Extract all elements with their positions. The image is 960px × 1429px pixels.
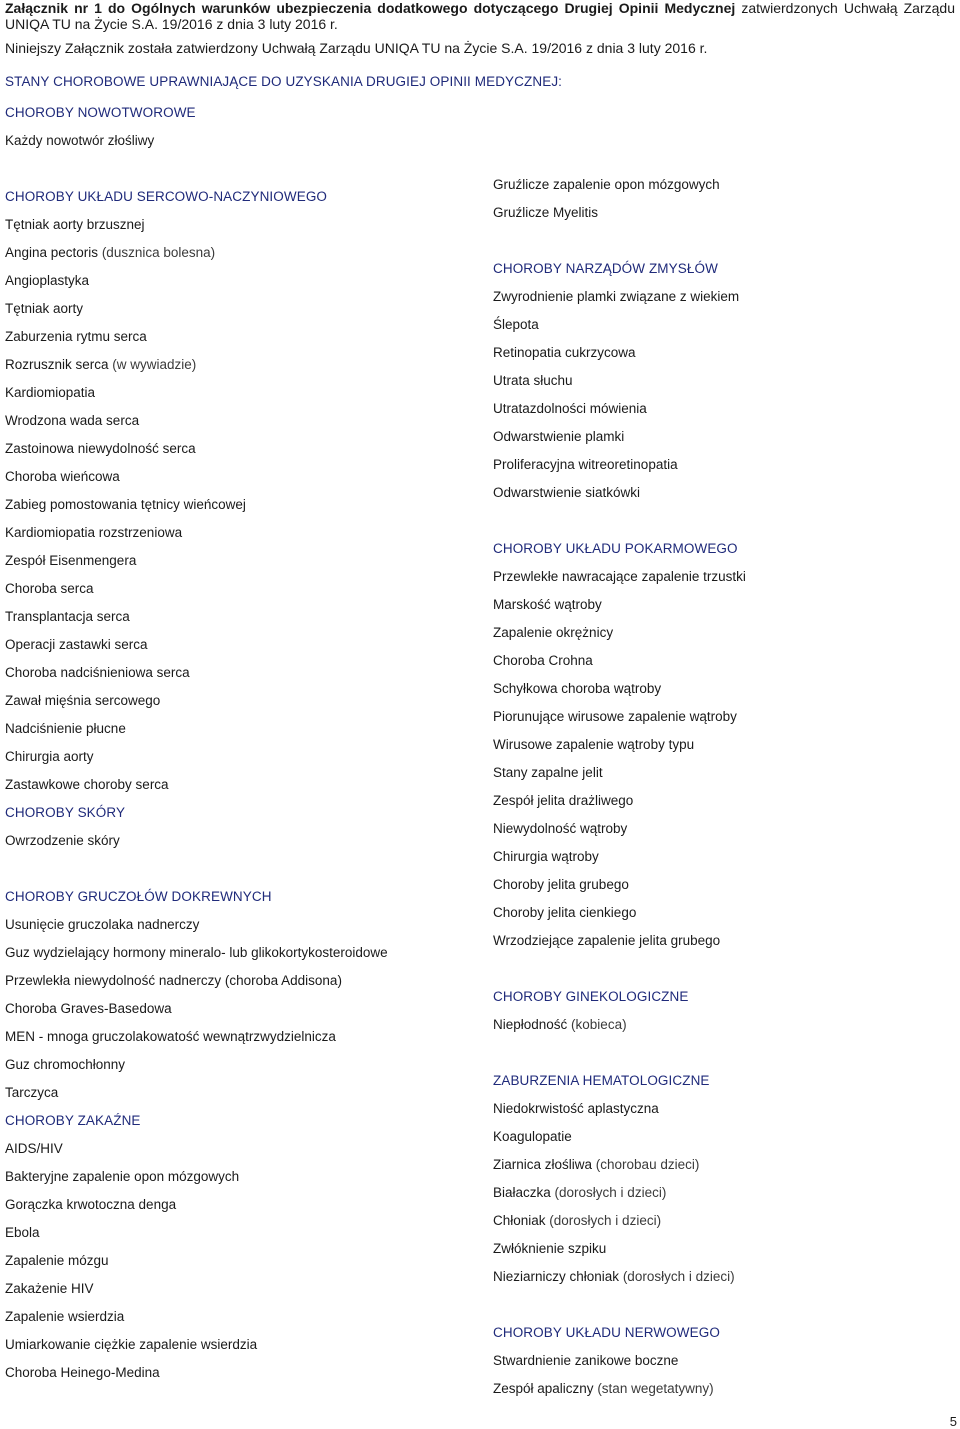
left-condition-item bbox=[5, 636, 148, 654]
condition-name: Stany zapalne jelit bbox=[493, 765, 603, 780]
condition-name: Ślepota bbox=[493, 317, 539, 332]
condition-name: Niewydolność wątroby bbox=[493, 821, 628, 836]
right-condition-item bbox=[493, 372, 573, 390]
condition-name: Niepłodność bbox=[493, 1017, 568, 1032]
condition-note: (kobieca) bbox=[567, 1017, 627, 1032]
condition-name: Zaburzenia rytmu serca bbox=[5, 329, 147, 344]
condition-name: Wirusowe zapalenie wątroby typu bbox=[493, 737, 695, 752]
condition-name: Zapalenie wsierdzia bbox=[5, 1309, 125, 1324]
left-condition-item bbox=[5, 832, 120, 850]
left-condition-item bbox=[5, 1084, 58, 1102]
left-section-heading bbox=[5, 1112, 141, 1130]
condition-name: Przewlekła niewydolność nadnerczy (choroba Addisona) bbox=[5, 973, 342, 988]
left-condition-item bbox=[5, 972, 342, 990]
right-condition-item bbox=[493, 1240, 606, 1258]
page-title: STANY CHOROBOWE UPRAWNIAJĄCE DO UZYSKANIA DRUGIEJ OPINII MEDYCZNEJ: bbox=[5, 74, 563, 89]
left-condition-item bbox=[5, 664, 190, 682]
section-heading-text: CHOROBY NARZĄDÓW ZMYSŁÓW bbox=[493, 261, 718, 276]
condition-name: Umiarkowanie ciężkie zapalenie wsierdzia bbox=[5, 1337, 258, 1352]
left-condition-item bbox=[5, 1252, 109, 1270]
condition-name: Gruźlicze zapalenie opon mózgowych bbox=[493, 177, 720, 192]
left-condition-item bbox=[5, 524, 182, 542]
left-condition-item bbox=[5, 552, 136, 570]
right-condition-item bbox=[493, 708, 737, 726]
condition-note: (w wywiadzie) bbox=[108, 357, 197, 372]
condition-name: Choroba Crohna bbox=[493, 653, 593, 668]
condition-name: Koagulopatie bbox=[493, 1129, 572, 1144]
right-condition-item bbox=[493, 204, 598, 222]
right-condition-item bbox=[493, 848, 599, 866]
condition-name: Zespół jelita drażliwego bbox=[493, 793, 634, 808]
left-condition-item bbox=[5, 1028, 336, 1046]
condition-name: Chłoniak bbox=[493, 1213, 546, 1228]
left-section-heading bbox=[5, 104, 196, 122]
section-heading-text: CHOROBY SKÓRY bbox=[5, 805, 126, 820]
condition-name: Choroby jelita cienkiego bbox=[493, 905, 637, 920]
annex-title-rest: zatwierdzonych Uchwałą Zarządu UNIQA TU na Życie S.A. 19/2016 z dnia 3 luty 2016 r. bbox=[5, 0, 955, 32]
left-condition-item bbox=[5, 580, 94, 598]
condition-name: Białaczka bbox=[493, 1185, 551, 1200]
condition-name: Ebola bbox=[5, 1225, 40, 1240]
condition-name: Zapalenie mózgu bbox=[5, 1253, 109, 1268]
condition-name: MEN - mnoga gruczolakowatość wewnątrzwydzielnicza bbox=[5, 1029, 336, 1044]
right-condition-item bbox=[493, 876, 629, 894]
condition-name: Wrzodziejące zapalenie jelita grubego bbox=[493, 933, 721, 948]
annex-approval-note: Niniejszy Załącznik została zatwierdzony Uchwałą Zarządu UNIQA TU na Życie S.A. 19/2016 z dnia 3 luty 2016 r. bbox=[5, 40, 708, 56]
right-condition-item bbox=[493, 904, 636, 922]
left-condition-item bbox=[5, 1056, 125, 1074]
page-number: 5 bbox=[949, 1414, 957, 1429]
right-condition-item bbox=[493, 764, 603, 782]
right-condition-item bbox=[493, 568, 746, 586]
section-heading-text: CHOROBY UKŁADU NERWOWEGO bbox=[493, 1325, 720, 1340]
left-condition-item bbox=[5, 132, 154, 150]
condition-name: Zabieg pomostowania tętnicy wieńcowej bbox=[5, 497, 246, 512]
right-section-heading bbox=[493, 540, 738, 558]
left-condition-item bbox=[5, 1168, 239, 1186]
condition-note: (dorosłych i dzieci) bbox=[545, 1213, 662, 1228]
condition-name: Zapalenie okrężnicy bbox=[493, 625, 614, 640]
right-condition-item bbox=[493, 456, 678, 474]
right-condition-item bbox=[493, 344, 636, 362]
condition-name: Chirurgia aorty bbox=[5, 749, 94, 764]
right-condition-item bbox=[493, 624, 613, 642]
condition-name: Retinopatia cukrzycowa bbox=[493, 345, 636, 360]
condition-name: Odwarstwienie siatkówki bbox=[493, 485, 641, 500]
left-condition-item bbox=[5, 692, 160, 710]
left-condition-item bbox=[5, 1308, 124, 1326]
condition-note: (dusznica bolesna) bbox=[98, 245, 216, 260]
left-condition-item bbox=[5, 1196, 176, 1214]
condition-name: Odwarstwienie plamki bbox=[493, 429, 625, 444]
condition-name: Zastawkowe choroby serca bbox=[5, 777, 169, 792]
right-condition-item bbox=[493, 1128, 572, 1146]
condition-name: Wrodzona wada serca bbox=[5, 413, 140, 428]
left-section-heading bbox=[5, 804, 125, 822]
right-condition-item bbox=[493, 820, 627, 838]
condition-name: Każdy nowotwór złośliwy bbox=[5, 133, 155, 148]
section-heading-text: CHOROBY UKŁADU POKARMOWEGO bbox=[493, 541, 738, 556]
right-condition-item bbox=[493, 1100, 659, 1118]
right-section-heading bbox=[493, 1324, 720, 1342]
section-heading-text: CHOROBY UKŁADU SERCOWO-NACZYNIOWEGO bbox=[5, 189, 328, 204]
condition-name: Usunięcie gruczolaka nadnerczy bbox=[5, 917, 200, 932]
section-heading-text: CHOROBY GINEKOLOGICZNE bbox=[493, 989, 689, 1004]
condition-name: AIDS/HIV bbox=[5, 1141, 63, 1156]
condition-name: Zawał mięśnia sercowego bbox=[5, 693, 161, 708]
condition-name: Nadciśnienie płucne bbox=[5, 721, 126, 736]
condition-name: Zwłóknienie szpiku bbox=[493, 1241, 607, 1256]
condition-name: Operacji zastawki serca bbox=[5, 637, 148, 652]
right-condition-item bbox=[493, 792, 633, 810]
condition-name: Zespół apaliczny bbox=[493, 1381, 594, 1396]
right-condition-item bbox=[493, 1184, 666, 1202]
left-section-heading bbox=[5, 188, 327, 206]
right-condition-item bbox=[493, 1156, 699, 1174]
right-condition-item bbox=[493, 400, 647, 418]
right-section-heading bbox=[493, 988, 689, 1006]
section-heading-text: CHOROBY ZAKAŹNE bbox=[5, 1113, 141, 1128]
condition-name: Przewlekłe nawracające zapalenie trzustki bbox=[493, 569, 746, 584]
condition-name: Guz chromochłonny bbox=[5, 1057, 126, 1072]
condition-name: Schyłkowa choroba wątroby bbox=[493, 681, 662, 696]
left-condition-item bbox=[5, 244, 215, 262]
condition-name: Bakteryjne zapalenie opon mózgowych bbox=[5, 1169, 240, 1184]
condition-name: Choroby jelita grubego bbox=[493, 877, 629, 892]
section-heading-text: CHOROBY GRUCZOŁÓW DOKREWNYCH bbox=[5, 889, 272, 904]
right-section-heading bbox=[493, 1072, 710, 1090]
left-condition-item bbox=[5, 328, 147, 346]
left-condition-item bbox=[5, 720, 126, 738]
condition-note: (stan wegetatywny) bbox=[593, 1381, 714, 1396]
left-condition-item bbox=[5, 216, 145, 234]
condition-name: Choroba serca bbox=[5, 581, 94, 596]
left-condition-item bbox=[5, 496, 246, 514]
condition-name: Zespół Eisenmengera bbox=[5, 553, 137, 568]
annex-title bbox=[5, 0, 955, 32]
condition-name: Proliferacyjna witreoretinopatia bbox=[493, 457, 678, 472]
left-condition-item bbox=[5, 384, 95, 402]
condition-name: Choroba Heinego-Medina bbox=[5, 1365, 160, 1380]
right-condition-item bbox=[493, 596, 602, 614]
left-section-heading bbox=[5, 888, 272, 906]
condition-name: Zwyrodnienie plamki związane z wiekiem bbox=[493, 289, 740, 304]
left-condition-item bbox=[5, 776, 169, 794]
condition-name: Piorunujące wirusowe zapalenie wątroby bbox=[493, 709, 737, 724]
right-condition-item bbox=[493, 1380, 714, 1398]
right-condition-item bbox=[493, 176, 720, 194]
condition-name: Angioplastyka bbox=[5, 273, 90, 288]
right-condition-item bbox=[493, 316, 539, 334]
left-condition-item bbox=[5, 300, 83, 318]
left-condition-item bbox=[5, 356, 196, 374]
left-condition-item bbox=[5, 608, 130, 626]
right-condition-item bbox=[493, 288, 739, 306]
left-condition-item bbox=[5, 412, 139, 430]
condition-name: Tętniak aorty bbox=[5, 301, 84, 316]
right-condition-item bbox=[493, 932, 720, 950]
right-condition-item bbox=[493, 484, 640, 502]
right-section-heading bbox=[493, 260, 718, 278]
condition-note: (chorobau dzieci) bbox=[592, 1157, 700, 1172]
left-condition-item bbox=[5, 944, 388, 962]
left-condition-item bbox=[5, 1280, 94, 1298]
condition-name: Choroba Graves-Basedowa bbox=[5, 1001, 172, 1016]
annex-title-bold: Załącznik nr 1 do Ogólnych warunków ubezpieczenia dodatkowego dotyczącego Drugiej Opinii Medycznej bbox=[5, 0, 736, 16]
condition-name: Tętniak aorty brzusznej bbox=[5, 217, 145, 232]
condition-name: Kardiomiopatia bbox=[5, 385, 96, 400]
condition-name: Owrzodzenie skóry bbox=[5, 833, 120, 848]
condition-note: (dorosłych i dzieci) bbox=[619, 1269, 735, 1284]
condition-name: Guz wydzielający hormony mineralo- lub glikokortykosteroidowe bbox=[5, 945, 388, 960]
condition-name: Tarczyca bbox=[5, 1085, 59, 1100]
left-condition-item bbox=[5, 440, 196, 458]
left-condition-item bbox=[5, 748, 94, 766]
condition-name: Niedokrwistość aplastyczna bbox=[493, 1101, 659, 1116]
right-condition-item bbox=[493, 1352, 678, 1370]
condition-name: Ziarnica złośliwa bbox=[493, 1157, 593, 1172]
right-condition-item bbox=[493, 428, 624, 446]
condition-name: Angina pectoris bbox=[5, 245, 99, 260]
right-condition-item bbox=[493, 736, 694, 754]
condition-name: Utratazdolności mówienia bbox=[493, 401, 647, 416]
condition-name: Choroba wieńcowa bbox=[5, 469, 120, 484]
left-condition-item bbox=[5, 272, 89, 290]
condition-name: Zakażenie HIV bbox=[5, 1281, 94, 1296]
left-condition-item bbox=[5, 1364, 160, 1382]
condition-note: (dorosłych i dzieci) bbox=[550, 1185, 667, 1200]
section-heading-text: CHOROBY NOWOTWOROWE bbox=[5, 105, 196, 120]
condition-name: Gruźlicze Myelitis bbox=[493, 205, 599, 220]
condition-name: Marskość wątroby bbox=[493, 597, 602, 612]
condition-name: Kardiomiopatia rozstrzeniowa bbox=[5, 525, 183, 540]
condition-name: Nieziarniczy chłoniak bbox=[493, 1269, 620, 1284]
right-condition-item bbox=[493, 652, 593, 670]
condition-name: Stwardnienie zanikowe boczne bbox=[493, 1353, 679, 1368]
left-condition-item bbox=[5, 468, 120, 486]
condition-name: Gorączka krwotoczna denga bbox=[5, 1197, 177, 1212]
section-heading-text: ZABURZENIA HEMATOLOGICZNE bbox=[493, 1073, 710, 1088]
right-condition-item bbox=[493, 680, 661, 698]
document-header bbox=[5, 0, 955, 56]
condition-name: Zastoinowa niewydolność serca bbox=[5, 441, 196, 456]
condition-name: Choroba nadciśnieniowa serca bbox=[5, 665, 190, 680]
left-condition-item bbox=[5, 1336, 257, 1354]
condition-name: Utrata słuchu bbox=[493, 373, 573, 388]
right-condition-item bbox=[493, 1268, 735, 1286]
condition-name: Rozrusznik serca bbox=[5, 357, 109, 372]
condition-name: Transplantacja serca bbox=[5, 609, 130, 624]
left-condition-item bbox=[5, 916, 199, 934]
left-condition-item bbox=[5, 1140, 63, 1158]
left-condition-item bbox=[5, 1000, 172, 1018]
left-condition-item bbox=[5, 1224, 40, 1242]
condition-name: Chirurgia wątroby bbox=[493, 849, 599, 864]
right-condition-item bbox=[493, 1212, 661, 1230]
right-condition-item bbox=[493, 1016, 627, 1034]
